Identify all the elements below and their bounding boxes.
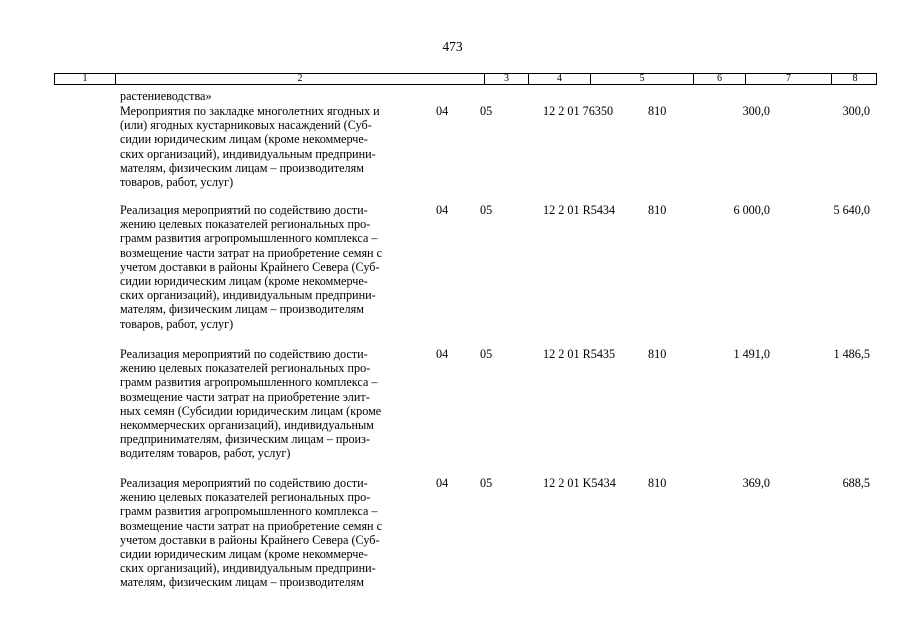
row-sum-1: 300,0 [742, 104, 770, 118]
row-sum-1: 6 000,0 [733, 203, 770, 217]
row-pr: 05 [480, 203, 493, 217]
row-description: Реализация мероприятий по содействию дости- жению целевых показателей региональных про- грамм развития агропромышленного комплекса – возмещение части затрат на приобретение семян с учетом доставки в районы Крайнего Севера (Суб- сидии юридическим лицам (кроме некоммерче- ских организаций), индивидуальным предприни- мателям, физическим лицам – производителям товаров, работ, услуг) [120, 203, 383, 331]
header-col-8: 8 [852, 73, 858, 84]
row-rz: 04 [436, 203, 449, 217]
row-vr: 810 [648, 203, 667, 217]
row-description: Реализация мероприятий по содействию дости- жению целевых показателей региональных про- грамм развития агропромышленного комплекса – возмещение части затрат на приобретение элит- ных семян (Субсидии юридическим лицам (кроме некоммерческих организаций), индивидуальным предпринимателям, физическим лицам – произ- водителям товаров, работ, услуг) [120, 347, 382, 461]
row-description: Мероприятия по закладке многолетних ягодных и (или) ягодных кустарниковых насаждений (Суб- сидии юридическим лицам (кроме некоммерче- ских организаций), индивидуальным предприни- мателям, физическим лицам – производителям товаров, работ, услуг) [120, 104, 380, 190]
row-pr: 05 [480, 104, 493, 118]
continued-text: растениеводства» [120, 89, 212, 103]
page-number: 473 [442, 39, 463, 54]
row-rz: 04 [436, 347, 449, 361]
row-csr: 12 2 01 R5434 [543, 203, 616, 217]
row-sum-2: 1 486,5 [833, 347, 870, 361]
row-sum-2: 688,5 [842, 476, 870, 490]
row-sum-2: 5 640,0 [833, 203, 870, 217]
table-header [54, 73, 877, 85]
header-col-5: 5 [591, 73, 694, 85]
row-rz: 04 [436, 476, 449, 490]
header-col-7: 7 [746, 73, 832, 85]
row-pr: 05 [480, 347, 493, 361]
row-vr: 810 [648, 347, 667, 361]
row-vr: 810 [648, 476, 667, 490]
header-col-3: 3 [485, 73, 529, 85]
header-col-4: 4 [529, 73, 591, 85]
row-description: Реализация мероприятий по содействию дости- жению целевых показателей региональных про- грамм развития агропромышленного комплекса – возмещение части затрат на приобретение семян с учетом доставки в районы Крайнего Севера (Суб- сидии юридическим лицам (кроме некоммерче- ских организаций), индивидуальным предприни- мателям, физическим лицам – производителям [120, 476, 383, 590]
row-vr: 810 [648, 104, 667, 118]
row-csr: 12 2 01 76350 [543, 104, 614, 118]
row-rz: 04 [436, 104, 449, 118]
row-csr: 12 2 01 R5435 [543, 347, 616, 361]
header-col-6: 6 [694, 73, 746, 85]
row-sum-2: 300,0 [842, 104, 870, 118]
row-csr: 12 2 01 K5434 [543, 476, 616, 490]
row-pr: 05 [480, 476, 493, 490]
row-sum-1: 1 491,0 [733, 347, 770, 361]
row-sum-1: 369,0 [742, 476, 770, 490]
header-col-1: 1 [55, 73, 116, 85]
header-col-2: 2 [116, 73, 485, 85]
